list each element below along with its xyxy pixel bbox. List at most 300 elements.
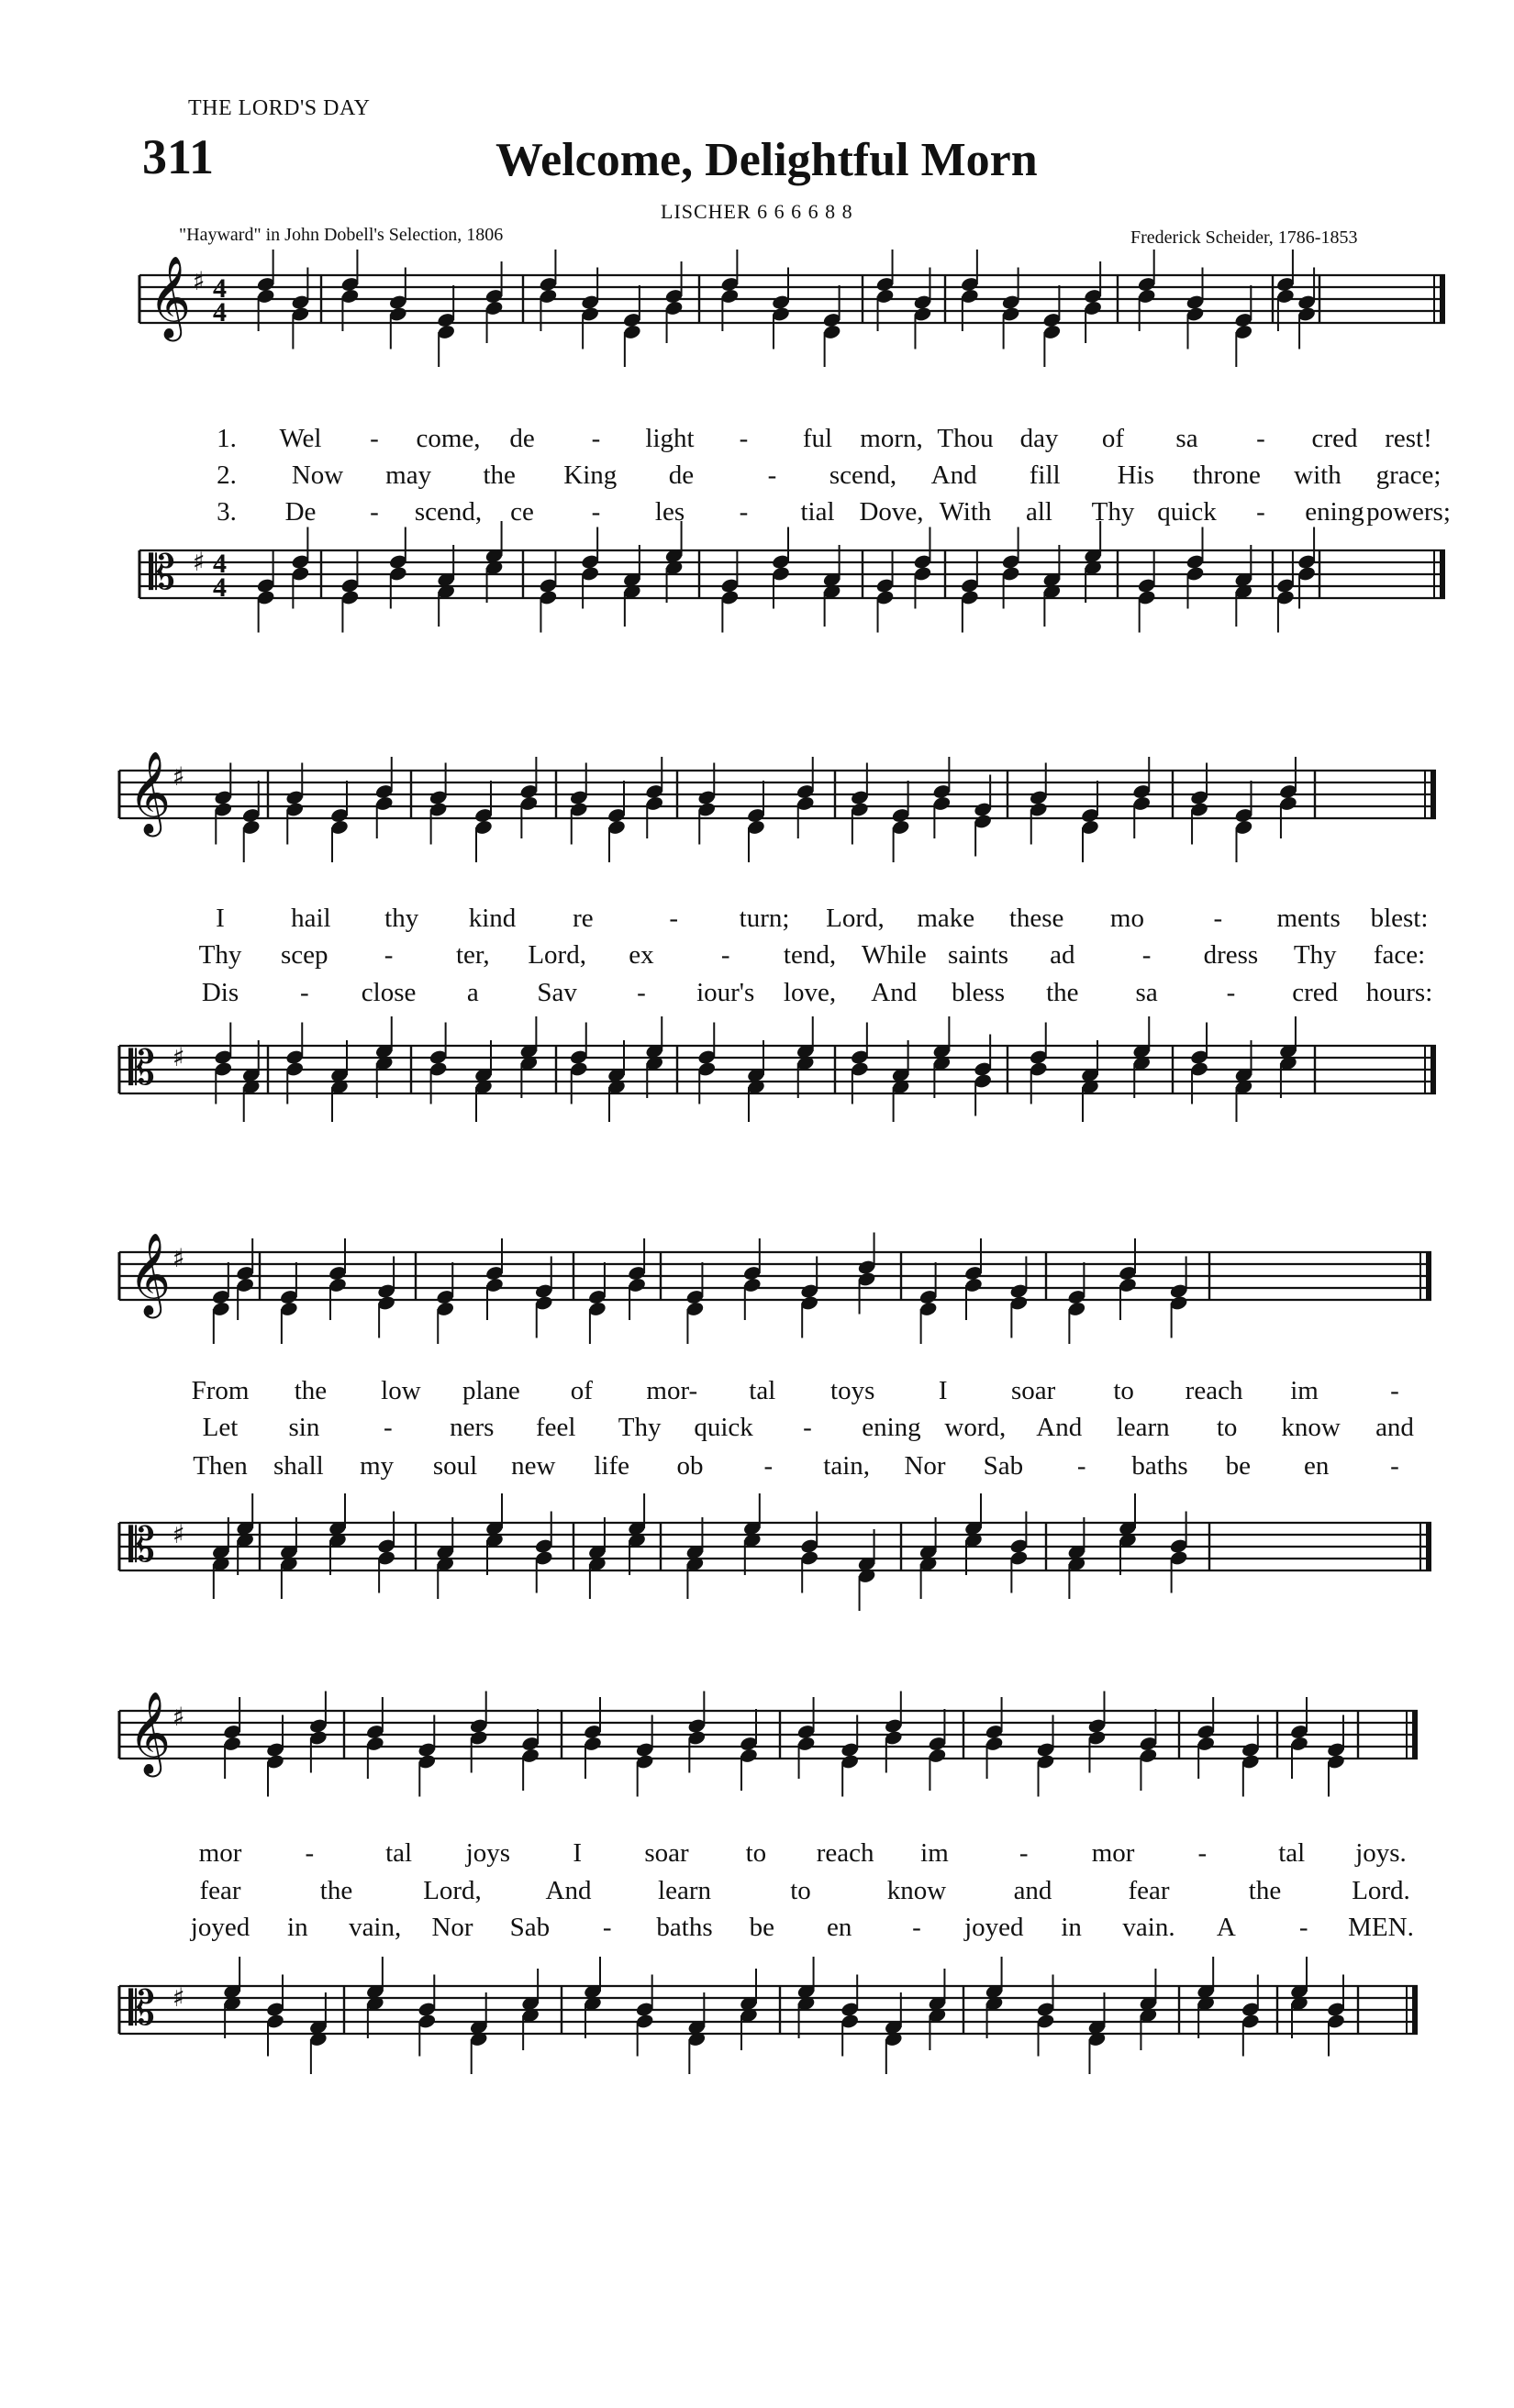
- note-chord: [580, 527, 599, 609]
- lyric-syllable: baths: [1131, 1451, 1188, 1481]
- note-chord: [484, 1238, 504, 1320]
- composer-credit: Frederick Scheider, 1786-1853: [1130, 227, 1358, 248]
- lyric-syllable: ad: [1050, 940, 1075, 970]
- lyric-syllable: cred: [1292, 978, 1339, 1007]
- treble-clef-icon: 𝄞: [128, 1233, 172, 1315]
- note-chord: [376, 1257, 395, 1338]
- lyric-syllable: with: [1294, 461, 1341, 490]
- note-chord: [742, 1238, 762, 1320]
- lyric-syllable: word,: [944, 1413, 1007, 1442]
- note-chord: [569, 1023, 588, 1104]
- note-chord: [1234, 781, 1253, 862]
- treble-staff-2: [0, 743, 1514, 846]
- note-chord: [960, 250, 979, 331]
- lyric-syllable: His: [1117, 461, 1154, 490]
- lyric-syllable: vain,: [349, 1913, 402, 1942]
- lyric-syllable: de: [509, 424, 535, 453]
- lyric-syllable: Let: [202, 1413, 239, 1442]
- key-signature-sharp-icon: ♯: [173, 1243, 185, 1273]
- note-chord: [429, 763, 448, 845]
- note-chord: [539, 250, 558, 331]
- final-barline: [1431, 771, 1436, 818]
- lyric-syllable: bless: [952, 978, 1006, 1007]
- syllable-hyphen: -: [803, 1413, 812, 1442]
- lyric-syllable: Thy: [618, 1413, 662, 1442]
- note-chord: [587, 1262, 607, 1344]
- lyric-syllable: to: [745, 1838, 767, 1868]
- note-chord: [635, 1715, 654, 1797]
- lyric-syllable: be: [1225, 1451, 1252, 1481]
- key-signature-sharp-icon: ♯: [173, 761, 185, 792]
- lyric-syllable: From: [191, 1376, 250, 1405]
- note-chord: [1036, 1715, 1055, 1797]
- lyric-syllable: soar: [1010, 1376, 1056, 1405]
- lyric-syllable: grace;: [1375, 461, 1442, 490]
- note-chord: [1169, 1257, 1188, 1338]
- lyric-syllable: While: [861, 940, 927, 970]
- note-chord: [469, 1692, 488, 1773]
- lyric-syllable: de: [668, 461, 695, 490]
- note-chord: [1029, 763, 1048, 845]
- note-chord: [1275, 250, 1295, 331]
- lyric-syllable: scend,: [829, 461, 897, 490]
- syllable-hyphen: -: [591, 424, 601, 453]
- key-signature-sharp-icon: ♯: [173, 1702, 185, 1732]
- note-chord: [340, 250, 360, 331]
- tenor-clef-icon: 𝄡: [128, 1981, 156, 2036]
- lyric-syllable: soar: [644, 1838, 689, 1868]
- note-chord: [222, 1697, 241, 1779]
- lyric-syllable: en: [826, 1913, 852, 1942]
- key-signature-sharp-icon: ♯: [193, 266, 206, 296]
- lyric-syllable: reach: [1185, 1376, 1243, 1405]
- note-chord: [580, 268, 599, 350]
- lyric-line-verse-1: [0, 1376, 1514, 1413]
- note-chord: [1001, 268, 1020, 350]
- lyric-line-verse-3: [0, 1451, 1514, 1488]
- lyric-syllable: fear: [1128, 1876, 1170, 1905]
- note-chord: [1009, 1257, 1029, 1338]
- note-chord: [932, 757, 952, 838]
- lyric-syllable: re: [573, 904, 594, 933]
- note-chord: [697, 763, 717, 845]
- lyric-syllable: throne: [1192, 461, 1261, 490]
- note-chord: [796, 757, 815, 838]
- lyric-syllable: hours:: [1365, 978, 1433, 1007]
- treble-clef-icon: 𝄞: [128, 1692, 172, 1774]
- syllable-hyphen: -: [299, 978, 309, 1007]
- note-chord: [256, 250, 275, 331]
- lyric-syllable: ening: [862, 1413, 921, 1442]
- lyric-syllable: the: [483, 461, 516, 490]
- lyric-syllable: fear: [199, 1876, 241, 1905]
- note-chord: [1083, 261, 1102, 343]
- note-chord: [850, 1023, 869, 1104]
- note-chord: [687, 1692, 707, 1773]
- lyric-syllable: the: [319, 1876, 353, 1905]
- lyric-syllable: toys: [830, 1376, 875, 1405]
- lyric-syllable: I: [216, 904, 225, 933]
- note-chord: [622, 285, 641, 367]
- lyric-syllable: reach: [816, 1838, 874, 1868]
- note-chord: [891, 781, 910, 862]
- note-chord: [771, 268, 790, 350]
- lyric-syllable: Nor: [904, 1451, 946, 1481]
- note-chord: [520, 1709, 540, 1791]
- time-signature-digit: 4: [213, 549, 227, 579]
- final-barline: [1440, 275, 1445, 323]
- syllable-hyphen: -: [739, 497, 749, 527]
- lyric-syllable: I: [938, 1376, 948, 1405]
- syllable-hyphen: -: [637, 978, 646, 1007]
- note-chord: [285, 763, 305, 845]
- lyric-line-verse-1: [0, 1838, 1514, 1875]
- bass-staff-2: [0, 1018, 1514, 1121]
- syllable-hyphen: -: [1197, 1838, 1208, 1868]
- lyric-syllable: ex: [629, 940, 654, 970]
- time-signature-digit: 4: [213, 572, 227, 603]
- lyric-syllable: cred: [1311, 424, 1358, 453]
- tune-source: "Hayward" in John Dobell's Selection, 1806: [179, 225, 504, 245]
- syllable-hyphen: -: [602, 1913, 612, 1942]
- treble-staff-3: [0, 1225, 1514, 1327]
- lyric-syllable: De: [284, 497, 317, 527]
- lyric-syllable: mor-: [646, 1376, 698, 1405]
- note-chord: [1137, 250, 1156, 331]
- treble-clef-icon: 𝄞: [149, 256, 192, 338]
- note-chord: [1297, 527, 1316, 609]
- lyric-syllable: rest!: [1385, 424, 1432, 453]
- note-chord: [437, 285, 456, 367]
- note-chord: [1087, 1692, 1107, 1773]
- time-signature-digit: 4: [213, 297, 227, 327]
- lyric-line-verse-3: [0, 1913, 1514, 1949]
- lyric-syllable: fill: [1029, 461, 1061, 490]
- lyric-syllable: ob: [676, 1451, 704, 1481]
- tenor-clef-icon: 𝄡: [149, 546, 176, 601]
- note-chord: [583, 1697, 602, 1779]
- lyric-syllable: joyed: [190, 1913, 250, 1942]
- note-chord: [1139, 1709, 1158, 1791]
- lyric-syllable: baths: [656, 1913, 713, 1942]
- lyric-syllable: ful: [802, 424, 833, 453]
- lyric-syllable: sa: [1175, 424, 1198, 453]
- note-chord: [985, 1697, 1004, 1779]
- hymn-title: Welcome, Delightful Morn: [495, 134, 1038, 186]
- note-chord: [1080, 781, 1099, 862]
- lyric-syllable: of: [570, 1376, 593, 1405]
- note-chord: [329, 781, 349, 862]
- key-signature-sharp-icon: ♯: [173, 1519, 185, 1549]
- note-chord: [285, 1023, 305, 1104]
- lyric-syllable: hail: [291, 904, 331, 933]
- note-chord: [374, 757, 394, 838]
- note-chord: [388, 527, 407, 609]
- lyric-syllable: And: [1036, 1413, 1083, 1442]
- lyric-syllable: tial: [800, 497, 835, 527]
- lyric-syllable: Lord,: [528, 940, 586, 970]
- lyric-line-verse-1: [0, 424, 1514, 461]
- note-chord: [279, 1262, 298, 1344]
- note-chord: [1118, 1238, 1137, 1320]
- tune-name: LISCHER 6 6 6 6 8 8: [661, 200, 853, 223]
- lyric-syllable: Thou: [937, 424, 994, 453]
- lyric-syllable: scep: [281, 940, 328, 970]
- note-chord: [913, 268, 932, 350]
- lyric-syllable: soul: [432, 1451, 478, 1481]
- note-chord: [822, 285, 841, 367]
- note-chord: [214, 763, 233, 845]
- note-chord: [720, 250, 740, 331]
- lyric-syllable: learn: [1116, 1413, 1170, 1442]
- lyric-syllable: kind: [468, 904, 517, 933]
- note-chord: [1189, 1023, 1208, 1104]
- note-chord: [436, 1262, 455, 1344]
- lyric-syllable: Dis: [201, 978, 239, 1007]
- tenor-clef-icon: 𝄡: [128, 1518, 156, 1573]
- note-chord: [211, 1262, 230, 1344]
- lyric-syllable: turn;: [739, 904, 790, 933]
- note-chord: [1132, 757, 1152, 838]
- note-chord: [236, 1238, 255, 1320]
- lyric-syllable: the: [1046, 978, 1079, 1007]
- lyric-syllable: may: [385, 461, 432, 490]
- lyric-syllable: to: [1113, 1376, 1134, 1405]
- note-chord: [484, 261, 504, 343]
- lyric-syllable: ners: [450, 1413, 495, 1442]
- note-chord: [365, 1697, 384, 1779]
- final-barline: [1426, 1252, 1431, 1300]
- note-chord: [308, 1692, 328, 1773]
- note-chord: [473, 781, 493, 862]
- lyric-syllable: my: [360, 1451, 395, 1481]
- lyric-line-verse-3: [0, 978, 1514, 1015]
- syllable-hyphen: -: [912, 1913, 921, 1942]
- note-chord: [291, 527, 310, 609]
- note-chord: [291, 268, 310, 350]
- note-chord: [875, 250, 895, 331]
- note-chord: [928, 1709, 947, 1791]
- lyric-syllable: Dove,: [859, 497, 924, 527]
- lyric-syllable: joys: [465, 1838, 511, 1868]
- lyric-syllable: quick: [1157, 497, 1217, 527]
- lyric-syllable: vain.: [1122, 1913, 1175, 1942]
- note-chord: [746, 781, 765, 862]
- syllable-hyphen: -: [767, 461, 777, 490]
- lyric-syllable: powers;: [1366, 497, 1451, 527]
- note-chord: [1289, 1697, 1308, 1779]
- key-signature-sharp-icon: ♯: [193, 547, 206, 577]
- note-chord: [534, 1257, 553, 1338]
- lyric-syllable: Thy: [1091, 497, 1135, 527]
- lyric-syllable: dress: [1203, 940, 1259, 970]
- lyric-syllable: be: [749, 1913, 775, 1942]
- note-chord: [429, 1023, 448, 1104]
- note-chord: [884, 1692, 903, 1773]
- syllable-hyphen: -: [1256, 497, 1265, 527]
- lyric-syllable: en: [1303, 1451, 1330, 1481]
- note-chord: [850, 763, 869, 845]
- lyric-syllable: King: [563, 461, 618, 490]
- lyric-syllable: saints: [948, 940, 1009, 970]
- lyric-syllable: morn,: [860, 424, 923, 453]
- lyric-syllable: light: [645, 424, 695, 453]
- note-chord: [569, 763, 588, 845]
- syllable-hyphen: -: [305, 1838, 315, 1868]
- key-signature-sharp-icon: ♯: [173, 1982, 185, 2013]
- final-barline: [1412, 1711, 1418, 1759]
- time-signature-digit: 4: [213, 273, 227, 304]
- note-chord: [664, 261, 684, 343]
- syllable-hyphen: -: [1390, 1376, 1399, 1405]
- note-chord: [1189, 763, 1208, 845]
- lyric-syllable: ter,: [456, 940, 490, 970]
- lyric-syllable: Then: [193, 1451, 248, 1481]
- lyric-syllable: feel: [535, 1413, 576, 1442]
- lyric-syllable: ce: [510, 497, 534, 527]
- lyric-syllable: thy: [384, 904, 419, 933]
- lyric-syllable: know: [1281, 1413, 1341, 1442]
- lyric-syllable: and: [1375, 1413, 1414, 1442]
- lyric-syllable: ening: [1305, 497, 1364, 527]
- lyric-syllable: plane: [462, 1376, 520, 1405]
- lyric-syllable: sa: [1135, 978, 1158, 1007]
- lyric-syllable: Wel: [279, 424, 322, 453]
- syllable-hyphen: -: [1390, 1451, 1399, 1481]
- lyric-syllable: to: [1216, 1413, 1238, 1442]
- lyric-syllable: day: [1019, 424, 1059, 453]
- lyric-syllable: And: [930, 461, 977, 490]
- lyric-syllable: ments: [1276, 904, 1341, 933]
- lyric-line-verse-1: [0, 904, 1514, 940]
- lyric-syllable: Sab: [983, 1451, 1024, 1481]
- lyric-syllable: Lord,: [826, 904, 885, 933]
- note-chord: [627, 1238, 646, 1320]
- lyric-line-verse-2: [0, 1876, 1514, 1913]
- note-chord: [1029, 1023, 1048, 1104]
- lyric-syllable: 2.: [217, 461, 237, 490]
- treble-staff-4: [0, 1683, 1514, 1786]
- note-chord: [265, 1715, 284, 1797]
- note-chord: [1001, 527, 1020, 609]
- lyric-syllable: the: [1248, 1876, 1282, 1905]
- lyric-syllable: tend,: [783, 940, 837, 970]
- note-chord: [519, 757, 539, 838]
- syllable-hyphen: -: [1213, 904, 1223, 933]
- note-chord: [771, 527, 790, 609]
- lyric-syllable: learn: [658, 1876, 711, 1905]
- lyric-line-verse-3: [0, 497, 1514, 534]
- final-barline: [1431, 1046, 1436, 1093]
- lyric-syllable: mor: [1091, 1838, 1135, 1868]
- note-chord: [1186, 527, 1205, 609]
- bass-staff-4: [0, 1959, 1514, 2061]
- syllable-hyphen: -: [370, 424, 379, 453]
- note-chord: [417, 1715, 437, 1797]
- syllable-hyphen: -: [384, 940, 394, 970]
- lyric-syllable: Lord,: [423, 1876, 482, 1905]
- syllable-hyphen: -: [763, 1451, 774, 1481]
- lyric-syllable: new: [511, 1451, 556, 1481]
- lyric-syllable: face:: [1373, 940, 1426, 970]
- lyric-syllable: of: [1101, 424, 1125, 453]
- syllable-hyphen: -: [1298, 1913, 1308, 1942]
- lyric-syllable: come,: [416, 424, 481, 453]
- lyric-syllable: tain,: [823, 1451, 871, 1481]
- lyric-syllable: im: [920, 1838, 949, 1868]
- lyric-syllable: With: [939, 497, 992, 527]
- lyric-syllable: love,: [783, 978, 837, 1007]
- lyric-syllable: Sav: [537, 978, 577, 1007]
- note-chord: [645, 757, 664, 838]
- note-chord: [973, 775, 992, 857]
- lyric-syllable: les: [654, 497, 685, 527]
- lyric-line-verse-2: [0, 1413, 1514, 1449]
- note-chord: [685, 1262, 705, 1344]
- bass-staff-3: [0, 1495, 1514, 1598]
- lyric-syllable: 1.: [217, 424, 237, 453]
- syllable-hyphen: -: [669, 904, 679, 933]
- note-chord: [1297, 268, 1316, 350]
- note-chord: [388, 268, 407, 350]
- lyric-syllable: life: [594, 1451, 629, 1481]
- note-chord: [963, 1238, 983, 1320]
- bass-staff-1: [0, 523, 1514, 626]
- lyric-syllable: shall: [273, 1451, 324, 1481]
- note-chord: [1042, 285, 1062, 367]
- lyric-syllable: the: [294, 1376, 328, 1405]
- lyric-syllable: tal: [1278, 1838, 1306, 1868]
- lyric-syllable: all: [1026, 497, 1052, 527]
- note-chord: [1067, 1262, 1086, 1344]
- lyric-syllable: joyed: [964, 1913, 1024, 1942]
- lyric-syllable: tal: [385, 1838, 413, 1868]
- lyric-syllable: And: [871, 978, 918, 1007]
- lyric-syllable: blest:: [1370, 904, 1429, 933]
- lyric-syllable: mo: [1109, 904, 1144, 933]
- lyric-syllable: know: [886, 1876, 947, 1905]
- note-chord: [1186, 268, 1205, 350]
- syllable-hyphen: -: [370, 497, 379, 527]
- note-chord: [840, 1715, 860, 1797]
- tenor-clef-icon: 𝄡: [128, 1041, 156, 1096]
- lyric-syllable: I: [573, 1838, 583, 1868]
- syllable-hyphen: -: [739, 424, 749, 453]
- key-signature-sharp-icon: ♯: [173, 1042, 185, 1072]
- note-chord: [796, 1697, 816, 1779]
- lyric-syllable: close: [361, 978, 417, 1007]
- syllable-hyphen: -: [384, 1413, 393, 1442]
- lyric-syllable: in: [1061, 1913, 1082, 1942]
- note-chord: [214, 1023, 233, 1104]
- lyric-syllable: And: [545, 1876, 592, 1905]
- lyric-syllable: a: [466, 978, 479, 1007]
- lyric-line-verse-2: [0, 461, 1514, 497]
- lyric-syllable: and: [1013, 1876, 1052, 1905]
- lyric-syllable: Nor: [431, 1913, 473, 1942]
- lyric-syllable: Thy: [198, 940, 242, 970]
- note-chord: [918, 1262, 938, 1344]
- final-barline: [1426, 1523, 1431, 1570]
- lyric-syllable: Lord.: [1352, 1876, 1410, 1905]
- syllable-hyphen: -: [720, 940, 730, 970]
- lyric-syllable: Thy: [1293, 940, 1337, 970]
- lyric-syllable: joys.: [1355, 1838, 1407, 1868]
- lyric-syllable: low: [381, 1376, 421, 1405]
- note-chord: [857, 1233, 876, 1315]
- lyric-syllable: quick: [694, 1413, 753, 1442]
- note-chord: [913, 527, 932, 609]
